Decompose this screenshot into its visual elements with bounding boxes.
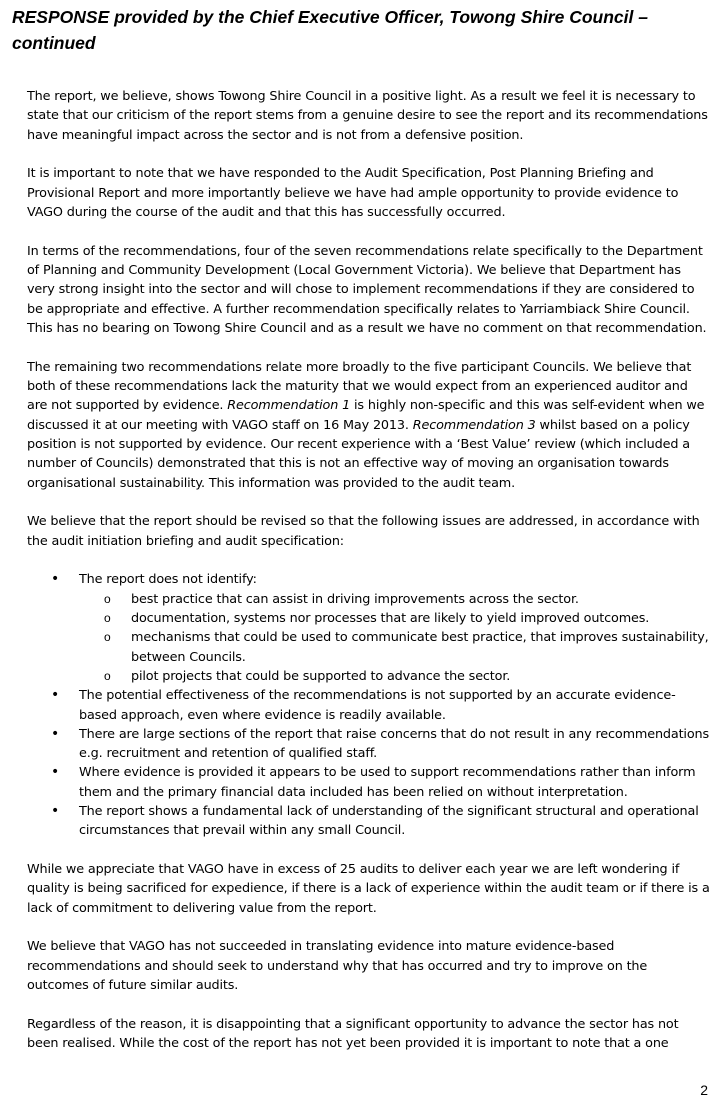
paragraph-recommendations-overview: In terms of the recommendations, four of the seven recommendations relate specifically to the Department of Planning and Community Development (Local Government Victoria). We believe that Department has very strong insight into the sector and will chose to implement recommendations if they are considered to be appropriate and effective. A further recommendation specifically relates to Yarriambiack Shire Council. This has no bearing on Towong Shire Council and as a result we have no comment on that recommendation. (27, 243, 707, 336)
sub-list-item-text: pilot projects that could be supported to advance the sector. (131, 668, 511, 684)
paragraph-remaining-recommendations (27, 358, 711, 493)
sub-list-item-text: mechanisms that could be used to communicate best practice, that improves sustainability, between Councils. (131, 630, 709, 665)
circle-bullet-icon: o (104, 611, 111, 626)
sub-list-item (79, 590, 711, 609)
sub-list-item-text: documentation, systems nor processes that are likely to yield improved outcomes. (131, 611, 650, 627)
list-item-text: Where evidence is provided it appears to be used to support recommendations rather than inform them and the primary financial data included has been relied on without interpretation. (79, 765, 696, 800)
list-item (27, 725, 711, 764)
list-item (27, 686, 711, 725)
page-number: 2 (700, 1082, 708, 1098)
paragraph-text: is highly non-specific and this was self-evident when we discussed it at our meeting with VAGO staff on 16 May 2013. (27, 398, 705, 433)
circle-bullet-icon: o (104, 591, 111, 606)
paragraph-missed-opportunity: Regardless of the reason, it is disappointing that a significant opportunity to advance the sector has not been realised. While the cost of the report has not yet been provided it is important to note that a one (27, 1016, 679, 1052)
paragraph-text: The remaining two recommendations relate more broadly to the five participant Councils. We believe that both of these recommendations lack the maturity that we would expect from an experienced auditor and are not supported by evidence. (27, 359, 692, 414)
paragraph-evidence-translation: We believe that VAGO has not succeeded in translating evidence into mature evidence-based recommendations and should seek to understand why that has occurred and try to improve on the outcomes of future similar audits. (27, 939, 648, 994)
bullet-icon: • (51, 725, 60, 742)
list-item-text: The report does not identify: (79, 572, 257, 588)
list-item (27, 763, 711, 802)
sub-list-item-text: best practice that can assist in driving improvements across the sector. (131, 591, 579, 607)
circle-bullet-icon: o (104, 668, 111, 683)
bullet-icon: • (51, 764, 60, 781)
paragraph-text: whilst based on a policy position is not supported by evidence. Our recent experience with a ‘Best Value’ review (which included a number of Councils) demonstrated that this is not an effective way of moving an organisation towards organisational sustainability. This information was provided to the audit team. (27, 417, 690, 491)
list-item (27, 802, 711, 841)
sub-list (79, 590, 711, 686)
issues-list (27, 570, 711, 840)
circle-bullet-icon: o (104, 630, 111, 645)
sub-list-item (79, 628, 711, 667)
recommendation-1-ref: Recommendation 1 (227, 398, 351, 414)
bullet-icon: • (51, 803, 60, 819)
list-item-text: The potential effectiveness of the recommendations is not supported by an accurate evidence-based approach, even where evidence is readily available. (79, 688, 676, 723)
list-item-text: There are large sections of the report that raise concerns that do not result in any recommendations e.g. recruitment and retention of qualified staff. (79, 726, 709, 762)
paragraph-audit-specification: It is important to note that we have responded to the Audit Specification, Post Planning Briefing and Provisional Report and more importantly believe we have had ample opportunity to provide evidence to VAGO during the course of the audit and that this has successfully occurred. (27, 166, 679, 220)
paragraph-quality-concern: While we appreciate that VAGO have in excess of 25 audits to deliver each year we are left wondering if quality is being sacrificed for expedience, if there is a lack of experience within the audit team or if there is a lack of commitment to delivering value from the report. (27, 862, 710, 916)
list-item (27, 570, 711, 686)
list-item-text: The report shows a fundamental lack of understanding of the significant structural and operational circumstances that prevail within any small Council. (79, 804, 699, 839)
paragraph-revision-request: We believe that the report should be revised so that the following issues are addressed, in accordance with the audit initiation briefing and audit specification: (27, 514, 700, 549)
sub-list-item (79, 609, 711, 628)
paragraph-positive-light: The report, we believe, shows Towong Shire Council in a positive light. As a result we feel it is necessary to state that our criticism of the report stems from a genuine desire to see the report and its recommendations have meaningful impact across the sector and is not from a defensive position. (27, 89, 708, 143)
page-heading: RESPONSE provided by the Chief Executive Officer, Towong Shire Council – continued (12, 7, 648, 53)
bullet-icon: • (51, 571, 60, 588)
recommendation-3-ref: Recommendation 3 (412, 417, 536, 433)
document-body (27, 87, 711, 1073)
bullet-icon: • (51, 687, 60, 704)
sub-list-item (79, 667, 711, 686)
